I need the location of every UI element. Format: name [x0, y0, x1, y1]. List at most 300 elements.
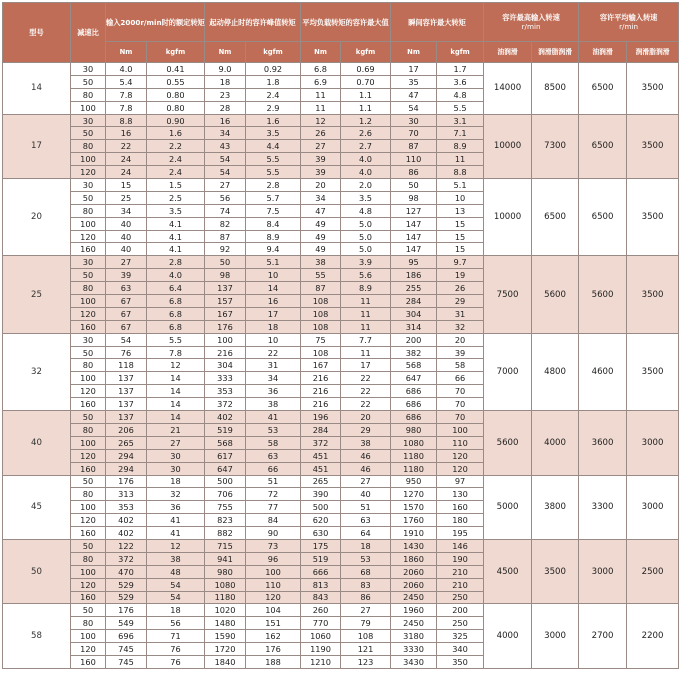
peak-kgfm-cell: 63: [246, 449, 301, 462]
spec-table: [2, 2, 679, 669]
ratio-cell: 30: [71, 179, 106, 192]
instant-nm-cell: 1180: [391, 462, 437, 475]
rated-nm-cell: 402: [106, 527, 147, 540]
avg-nm-cell: 175: [301, 539, 341, 552]
instant-kgfm-cell: 5.1: [437, 179, 484, 192]
max-speed-oil-cell: 10000: [484, 114, 532, 178]
instant-nm-cell: 1960: [391, 604, 437, 617]
avg-speed-grease-cell: 3000: [627, 475, 679, 539]
rated-kgfm-cell: 6.4: [147, 282, 205, 295]
avg-nm-cell: 196: [301, 411, 341, 424]
avg-speed-grease-cell: 3500: [627, 256, 679, 333]
ratio-cell: 80: [71, 488, 106, 501]
peak-kgfm-cell: 1.6: [246, 114, 301, 127]
instant-kgfm-cell: 8.8: [437, 166, 484, 179]
instant-kgfm-cell: 250: [437, 591, 484, 604]
model-group: [3, 256, 679, 333]
peak-nm-cell: 500: [205, 475, 246, 488]
peak-nm-cell: 1840: [205, 655, 246, 668]
max-speed-grease-cell: 7300: [532, 114, 579, 178]
rated-kgfm-cell: 27: [147, 436, 205, 449]
peak-nm-cell: 56: [205, 191, 246, 204]
instant-nm-cell: 255: [391, 282, 437, 295]
avg-kgfm-cell: 5.0: [341, 230, 391, 243]
avg-nm-cell: 260: [301, 604, 341, 617]
avg-kgfm-cell: 8.9: [341, 282, 391, 295]
instant-nm-cell: 70: [391, 127, 437, 140]
ratio-cell: 50: [71, 604, 106, 617]
model-cell: 45: [3, 475, 71, 539]
rated-nm-cell: 745: [106, 643, 147, 656]
peak-kgfm-cell: 31: [246, 359, 301, 372]
avg-speed-grease-cell: 3500: [627, 114, 679, 178]
instant-kgfm-cell: 26: [437, 282, 484, 295]
max-speed-grease-cell: 4000: [532, 411, 579, 475]
instant-nm-cell: 87: [391, 140, 437, 153]
instant-kgfm-cell: 15: [437, 230, 484, 243]
rated-kgfm-cell: 0.80: [147, 101, 205, 114]
rated-kgfm-cell: 21: [147, 423, 205, 436]
unit-kgfm: kgfm: [147, 42, 205, 63]
rated-kgfm-cell: 1.6: [147, 127, 205, 140]
instant-kgfm-cell: 350: [437, 655, 484, 668]
avg-kgfm-cell: 121: [341, 643, 391, 656]
ratio-cell: 80: [71, 617, 106, 630]
avg-kgfm-cell: 4.0: [341, 153, 391, 166]
peak-nm-cell: 1020: [205, 604, 246, 617]
instant-nm-cell: 95: [391, 256, 437, 269]
peak-kgfm-cell: 36: [246, 385, 301, 398]
rated-kgfm-cell: 1.5: [147, 179, 205, 192]
peak-kgfm-cell: 17: [246, 307, 301, 320]
rated-kgfm-cell: 14: [147, 398, 205, 411]
rated-nm-cell: 176: [106, 604, 147, 617]
instant-kgfm-cell: 1.7: [437, 63, 484, 76]
avg-speed-grease-cell: 3500: [627, 179, 679, 256]
peak-nm-cell: 18: [205, 75, 246, 88]
table-row: [3, 333, 679, 346]
rated-nm-cell: 745: [106, 655, 147, 668]
avg-nm-cell: 6.8: [301, 63, 341, 76]
avg-kgfm-cell: 3.5: [341, 191, 391, 204]
ratio-cell: 160: [71, 462, 106, 475]
max-speed-oil-cell: 10000: [484, 179, 532, 256]
instant-kgfm-cell: 9.7: [437, 256, 484, 269]
avg-kgfm-cell: 123: [341, 655, 391, 668]
rated-kgfm-cell: 30: [147, 462, 205, 475]
instant-nm-cell: 304: [391, 307, 437, 320]
peak-kgfm-cell: 100: [246, 565, 301, 578]
rated-nm-cell: 67: [106, 320, 147, 333]
ratio-cell: 120: [71, 166, 106, 179]
peak-kgfm-cell: 22: [246, 346, 301, 359]
unit-kgfm: kgfm: [246, 42, 301, 63]
instant-kgfm-cell: 210: [437, 565, 484, 578]
instant-nm-cell: 3430: [391, 655, 437, 668]
instant-nm-cell: 54: [391, 101, 437, 114]
avg-speed-oil-cell: 5600: [579, 256, 627, 333]
rated-nm-cell: 16: [106, 127, 147, 140]
avg-nm-cell: 390: [301, 488, 341, 501]
instant-kgfm-cell: 160: [437, 501, 484, 514]
instant-kgfm-cell: 10: [437, 191, 484, 204]
instant-nm-cell: 1270: [391, 488, 437, 501]
model-cell: 58: [3, 604, 71, 668]
ratio-cell: 160: [71, 591, 106, 604]
instant-nm-cell: 147: [391, 243, 437, 256]
avg-kgfm-cell: 38: [341, 436, 391, 449]
rated-nm-cell: 265: [106, 436, 147, 449]
instant-nm-cell: 1910: [391, 527, 437, 540]
rated-kgfm-cell: 54: [147, 578, 205, 591]
peak-kgfm-cell: 66: [246, 462, 301, 475]
instant-kgfm-cell: 120: [437, 449, 484, 462]
peak-nm-cell: 353: [205, 385, 246, 398]
peak-nm-cell: 617: [205, 449, 246, 462]
rated-kgfm-cell: 71: [147, 630, 205, 643]
instant-kgfm-cell: 70: [437, 411, 484, 424]
avg-nm-cell: 843: [301, 591, 341, 604]
ratio-cell: 120: [71, 514, 106, 527]
peak-kgfm-cell: 96: [246, 552, 301, 565]
avg-kgfm-cell: 2.6: [341, 127, 391, 140]
instant-kgfm-cell: 19: [437, 269, 484, 282]
max-input-speed-label: 容许最高输入转速: [502, 13, 560, 22]
rated-kgfm-cell: 18: [147, 604, 205, 617]
peak-kgfm-cell: 72: [246, 488, 301, 501]
avg-nm-cell: 49: [301, 243, 341, 256]
peak-nm-cell: 1180: [205, 591, 246, 604]
peak-kgfm-cell: 8.9: [246, 230, 301, 243]
avg-kgfm-cell: 29: [341, 423, 391, 436]
avg-kgfm-cell: 63: [341, 514, 391, 527]
table-row: [3, 114, 679, 127]
avg-nm-cell: 770: [301, 617, 341, 630]
ratio-cell: 100: [71, 217, 106, 230]
instant-nm-cell: 1080: [391, 436, 437, 449]
model-cell: 25: [3, 256, 71, 333]
ratio-cell: 120: [71, 643, 106, 656]
rated-nm-cell: 5.4: [106, 75, 147, 88]
instant-nm-cell: 2450: [391, 591, 437, 604]
ratio-cell: 50: [71, 75, 106, 88]
avg-speed-oil-cell: 6500: [579, 179, 627, 256]
ratio-cell: 50: [71, 269, 106, 282]
peak-nm-cell: 1080: [205, 578, 246, 591]
avg-kgfm-cell: 108: [341, 630, 391, 643]
max-speed-grease-cell: 8500: [532, 63, 579, 115]
instant-nm-cell: 980: [391, 423, 437, 436]
lube-oil-label: 油润滑: [484, 42, 532, 63]
instant-kgfm-cell: 70: [437, 398, 484, 411]
model-group: [3, 114, 679, 178]
peak-nm-cell: 157: [205, 295, 246, 308]
rated-kgfm-cell: 6.8: [147, 307, 205, 320]
instant-kgfm-cell: 146: [437, 539, 484, 552]
ratio-cell: 80: [71, 359, 106, 372]
peak-kgfm-cell: 73: [246, 539, 301, 552]
rated-kgfm-cell: 0.41: [147, 63, 205, 76]
peak-kgfm-cell: 34: [246, 372, 301, 385]
instant-nm-cell: 35: [391, 75, 437, 88]
rated-nm-cell: 40: [106, 230, 147, 243]
peak-kgfm-cell: 176: [246, 643, 301, 656]
peak-kgfm-cell: 5.7: [246, 191, 301, 204]
rated-kgfm-cell: 5.5: [147, 333, 205, 346]
peak-nm-cell: 755: [205, 501, 246, 514]
avg-kgfm-cell: 4.8: [341, 204, 391, 217]
peak-nm-cell: 1720: [205, 643, 246, 656]
peak-nm-cell: 941: [205, 552, 246, 565]
rated-nm-cell: 470: [106, 565, 147, 578]
ratio-cell: 100: [71, 372, 106, 385]
rated-kgfm-cell: 41: [147, 527, 205, 540]
peak-kgfm-cell: 84: [246, 514, 301, 527]
rated-nm-cell: 137: [106, 372, 147, 385]
peak-kgfm-cell: 188: [246, 655, 301, 668]
peak-kgfm-cell: 14: [246, 282, 301, 295]
avg-nm-cell: 87: [301, 282, 341, 295]
peak-nm-cell: 706: [205, 488, 246, 501]
instant-kgfm-cell: 58: [437, 359, 484, 372]
peak-kgfm-cell: 18: [246, 320, 301, 333]
ratio-cell: 100: [71, 101, 106, 114]
peak-torque-header: 起动停止时的容许峰值转矩: [205, 3, 301, 42]
instant-kgfm-cell: 97: [437, 475, 484, 488]
rated-kgfm-cell: 0.80: [147, 88, 205, 101]
avg-nm-cell: 216: [301, 372, 341, 385]
ratio-cell: 100: [71, 436, 106, 449]
avg-kgfm-cell: 51: [341, 501, 391, 514]
avg-speed-grease-cell: 2500: [627, 539, 679, 603]
rated-nm-cell: 118: [106, 359, 147, 372]
peak-nm-cell: 372: [205, 398, 246, 411]
rated-torque-header: 输入2000r/min时的额定转矩: [106, 3, 205, 42]
peak-nm-cell: 34: [205, 127, 246, 140]
peak-kgfm-cell: 41: [246, 411, 301, 424]
instant-nm-cell: 3180: [391, 630, 437, 643]
max-speed-grease-cell: 3800: [532, 475, 579, 539]
max-speed-oil-cell: 7500: [484, 256, 532, 333]
rated-kgfm-cell: 18: [147, 475, 205, 488]
peak-kgfm-cell: 5.5: [246, 166, 301, 179]
ratio-cell: 160: [71, 398, 106, 411]
rated-kgfm-cell: 12: [147, 539, 205, 552]
instant-kgfm-cell: 100: [437, 423, 484, 436]
max-speed-grease-cell: 6500: [532, 179, 579, 256]
instant-kgfm-cell: 13: [437, 204, 484, 217]
max-speed-oil-cell: 14000: [484, 63, 532, 115]
ratio-cell: 160: [71, 655, 106, 668]
peak-nm-cell: 216: [205, 346, 246, 359]
avg-kgfm-cell: 1.1: [341, 101, 391, 114]
avg-nm-cell: 108: [301, 320, 341, 333]
instant-kgfm-cell: 20: [437, 333, 484, 346]
peak-nm-cell: 823: [205, 514, 246, 527]
avg-nm-cell: 620: [301, 514, 341, 527]
instant-kgfm-cell: 120: [437, 462, 484, 475]
avg-nm-cell: 216: [301, 398, 341, 411]
max-speed-oil-cell: 7000: [484, 333, 532, 410]
ratio-cell: 50: [71, 411, 106, 424]
avg-nm-cell: 372: [301, 436, 341, 449]
rated-kgfm-cell: 32: [147, 488, 205, 501]
peak-kgfm-cell: 5.1: [246, 256, 301, 269]
avg-nm-cell: 1060: [301, 630, 341, 643]
avg-kgfm-cell: 0.70: [341, 75, 391, 88]
rated-kgfm-cell: 36: [147, 501, 205, 514]
rated-nm-cell: 40: [106, 243, 147, 256]
peak-nm-cell: 92: [205, 243, 246, 256]
rated-kgfm-cell: 76: [147, 655, 205, 668]
avg-kgfm-cell: 22: [341, 385, 391, 398]
max-speed-grease-cell: 3500: [532, 539, 579, 603]
peak-kgfm-cell: 162: [246, 630, 301, 643]
peak-kgfm-cell: 10: [246, 269, 301, 282]
avg-kgfm-cell: 1.1: [341, 88, 391, 101]
avg-nm-cell: 55: [301, 269, 341, 282]
avg-speed-oil-cell: 3600: [579, 411, 627, 475]
instant-kgfm-cell: 3.6: [437, 75, 484, 88]
rated-nm-cell: 696: [106, 630, 147, 643]
instant-nm-cell: 686: [391, 398, 437, 411]
instant-nm-cell: 147: [391, 230, 437, 243]
avg-nm-cell: 38: [301, 256, 341, 269]
ratio-cell: 80: [71, 552, 106, 565]
avg-nm-cell: 39: [301, 166, 341, 179]
peak-kgfm-cell: 2.8: [246, 179, 301, 192]
avg-nm-cell: 12: [301, 114, 341, 127]
model-cell: 17: [3, 114, 71, 178]
lube-grease-label: 润滑脂润滑: [532, 42, 579, 63]
peak-nm-cell: 27: [205, 179, 246, 192]
avg-nm-cell: 1190: [301, 643, 341, 656]
instant-kgfm-cell: 180: [437, 514, 484, 527]
peak-kgfm-cell: 10: [246, 333, 301, 346]
peak-nm-cell: 715: [205, 539, 246, 552]
avg-kgfm-cell: 27: [341, 604, 391, 617]
avg-kgfm-cell: 64: [341, 527, 391, 540]
avg-kgfm-cell: 2.7: [341, 140, 391, 153]
rated-kgfm-cell: 0.90: [147, 114, 205, 127]
peak-nm-cell: 402: [205, 411, 246, 424]
instant-nm-cell: 50: [391, 179, 437, 192]
max-speed-oil-cell: 4000: [484, 604, 532, 668]
model-group: [3, 179, 679, 256]
rated-nm-cell: 549: [106, 617, 147, 630]
model-cell: 40: [3, 411, 71, 475]
rated-kgfm-cell: 2.8: [147, 256, 205, 269]
ratio-cell: 30: [71, 63, 106, 76]
model-cell: 14: [3, 63, 71, 115]
rated-kgfm-cell: 4.1: [147, 217, 205, 230]
avg-nm-cell: 26: [301, 127, 341, 140]
peak-nm-cell: 54: [205, 153, 246, 166]
ratio-cell: 50: [71, 191, 106, 204]
avg-kgfm-cell: 22: [341, 398, 391, 411]
instant-nm-cell: 98: [391, 191, 437, 204]
max-speed-oil-cell: 5000: [484, 475, 532, 539]
max-speed-oil-cell: 5600: [484, 411, 532, 475]
peak-kgfm-cell: 120: [246, 591, 301, 604]
avg-speed-grease-cell: 3000: [627, 411, 679, 475]
lube-oil-label: 油润滑: [579, 42, 627, 63]
avg-kgfm-cell: 46: [341, 462, 391, 475]
rated-nm-cell: 76: [106, 346, 147, 359]
peak-nm-cell: 568: [205, 436, 246, 449]
rated-kgfm-cell: 12: [147, 359, 205, 372]
avg-nm-cell: 500: [301, 501, 341, 514]
instant-nm-cell: 2060: [391, 578, 437, 591]
ratio-cell: 80: [71, 423, 106, 436]
instant-kgfm-cell: 15: [437, 217, 484, 230]
instant-nm-cell: 382: [391, 346, 437, 359]
instant-nm-cell: 686: [391, 411, 437, 424]
model-cell: 50: [3, 539, 71, 603]
rated-kgfm-cell: 76: [147, 643, 205, 656]
avg-kgfm-cell: 2.0: [341, 179, 391, 192]
rated-kgfm-cell: 2.4: [147, 166, 205, 179]
instant-kgfm-cell: 190: [437, 552, 484, 565]
rated-kgfm-cell: 14: [147, 411, 205, 424]
rated-kgfm-cell: 48: [147, 565, 205, 578]
rated-kgfm-cell: 30: [147, 449, 205, 462]
avg-kgfm-cell: 46: [341, 449, 391, 462]
peak-kgfm-cell: 77: [246, 501, 301, 514]
instant-kgfm-cell: 15: [437, 243, 484, 256]
rated-nm-cell: 353: [106, 501, 147, 514]
ratio-cell: 120: [71, 578, 106, 591]
instant-kgfm-cell: 66: [437, 372, 484, 385]
avg-kgfm-cell: 3.9: [341, 256, 391, 269]
ratio-cell: 160: [71, 243, 106, 256]
ratio-cell: 30: [71, 114, 106, 127]
lube-grease-label: 润滑脂润滑: [627, 42, 679, 63]
ratio-cell: 80: [71, 204, 106, 217]
rated-nm-cell: 24: [106, 166, 147, 179]
peak-nm-cell: 9.0: [205, 63, 246, 76]
rated-kgfm-cell: 38: [147, 552, 205, 565]
instant-nm-cell: 1570: [391, 501, 437, 514]
model-group: [3, 475, 679, 539]
avg-kgfm-cell: 53: [341, 552, 391, 565]
unit-nm: Nm: [391, 42, 437, 63]
ratio-cell: 50: [71, 127, 106, 140]
peak-nm-cell: 23: [205, 88, 246, 101]
peak-nm-cell: 1480: [205, 617, 246, 630]
avg-input-speed-label: 容许平均输入转速: [599, 13, 658, 22]
avg-kgfm-cell: 11: [341, 295, 391, 308]
rated-nm-cell: 206: [106, 423, 147, 436]
ratio-cell: 100: [71, 630, 106, 643]
instant-nm-cell: 314: [391, 320, 437, 333]
rated-nm-cell: 34: [106, 204, 147, 217]
rated-nm-cell: 137: [106, 398, 147, 411]
rated-nm-cell: 294: [106, 449, 147, 462]
peak-nm-cell: 882: [205, 527, 246, 540]
model-header: 型号: [3, 3, 71, 63]
ratio-cell: 50: [71, 475, 106, 488]
instant-nm-cell: 17: [391, 63, 437, 76]
avg-kgfm-cell: 40: [341, 488, 391, 501]
avg-nm-cell: 284: [301, 423, 341, 436]
peak-kgfm-cell: 7.5: [246, 204, 301, 217]
peak-nm-cell: 100: [205, 333, 246, 346]
avg-nm-cell: 813: [301, 578, 341, 591]
peak-kgfm-cell: 2.9: [246, 101, 301, 114]
avg-nm-cell: 49: [301, 230, 341, 243]
rated-nm-cell: 529: [106, 591, 147, 604]
